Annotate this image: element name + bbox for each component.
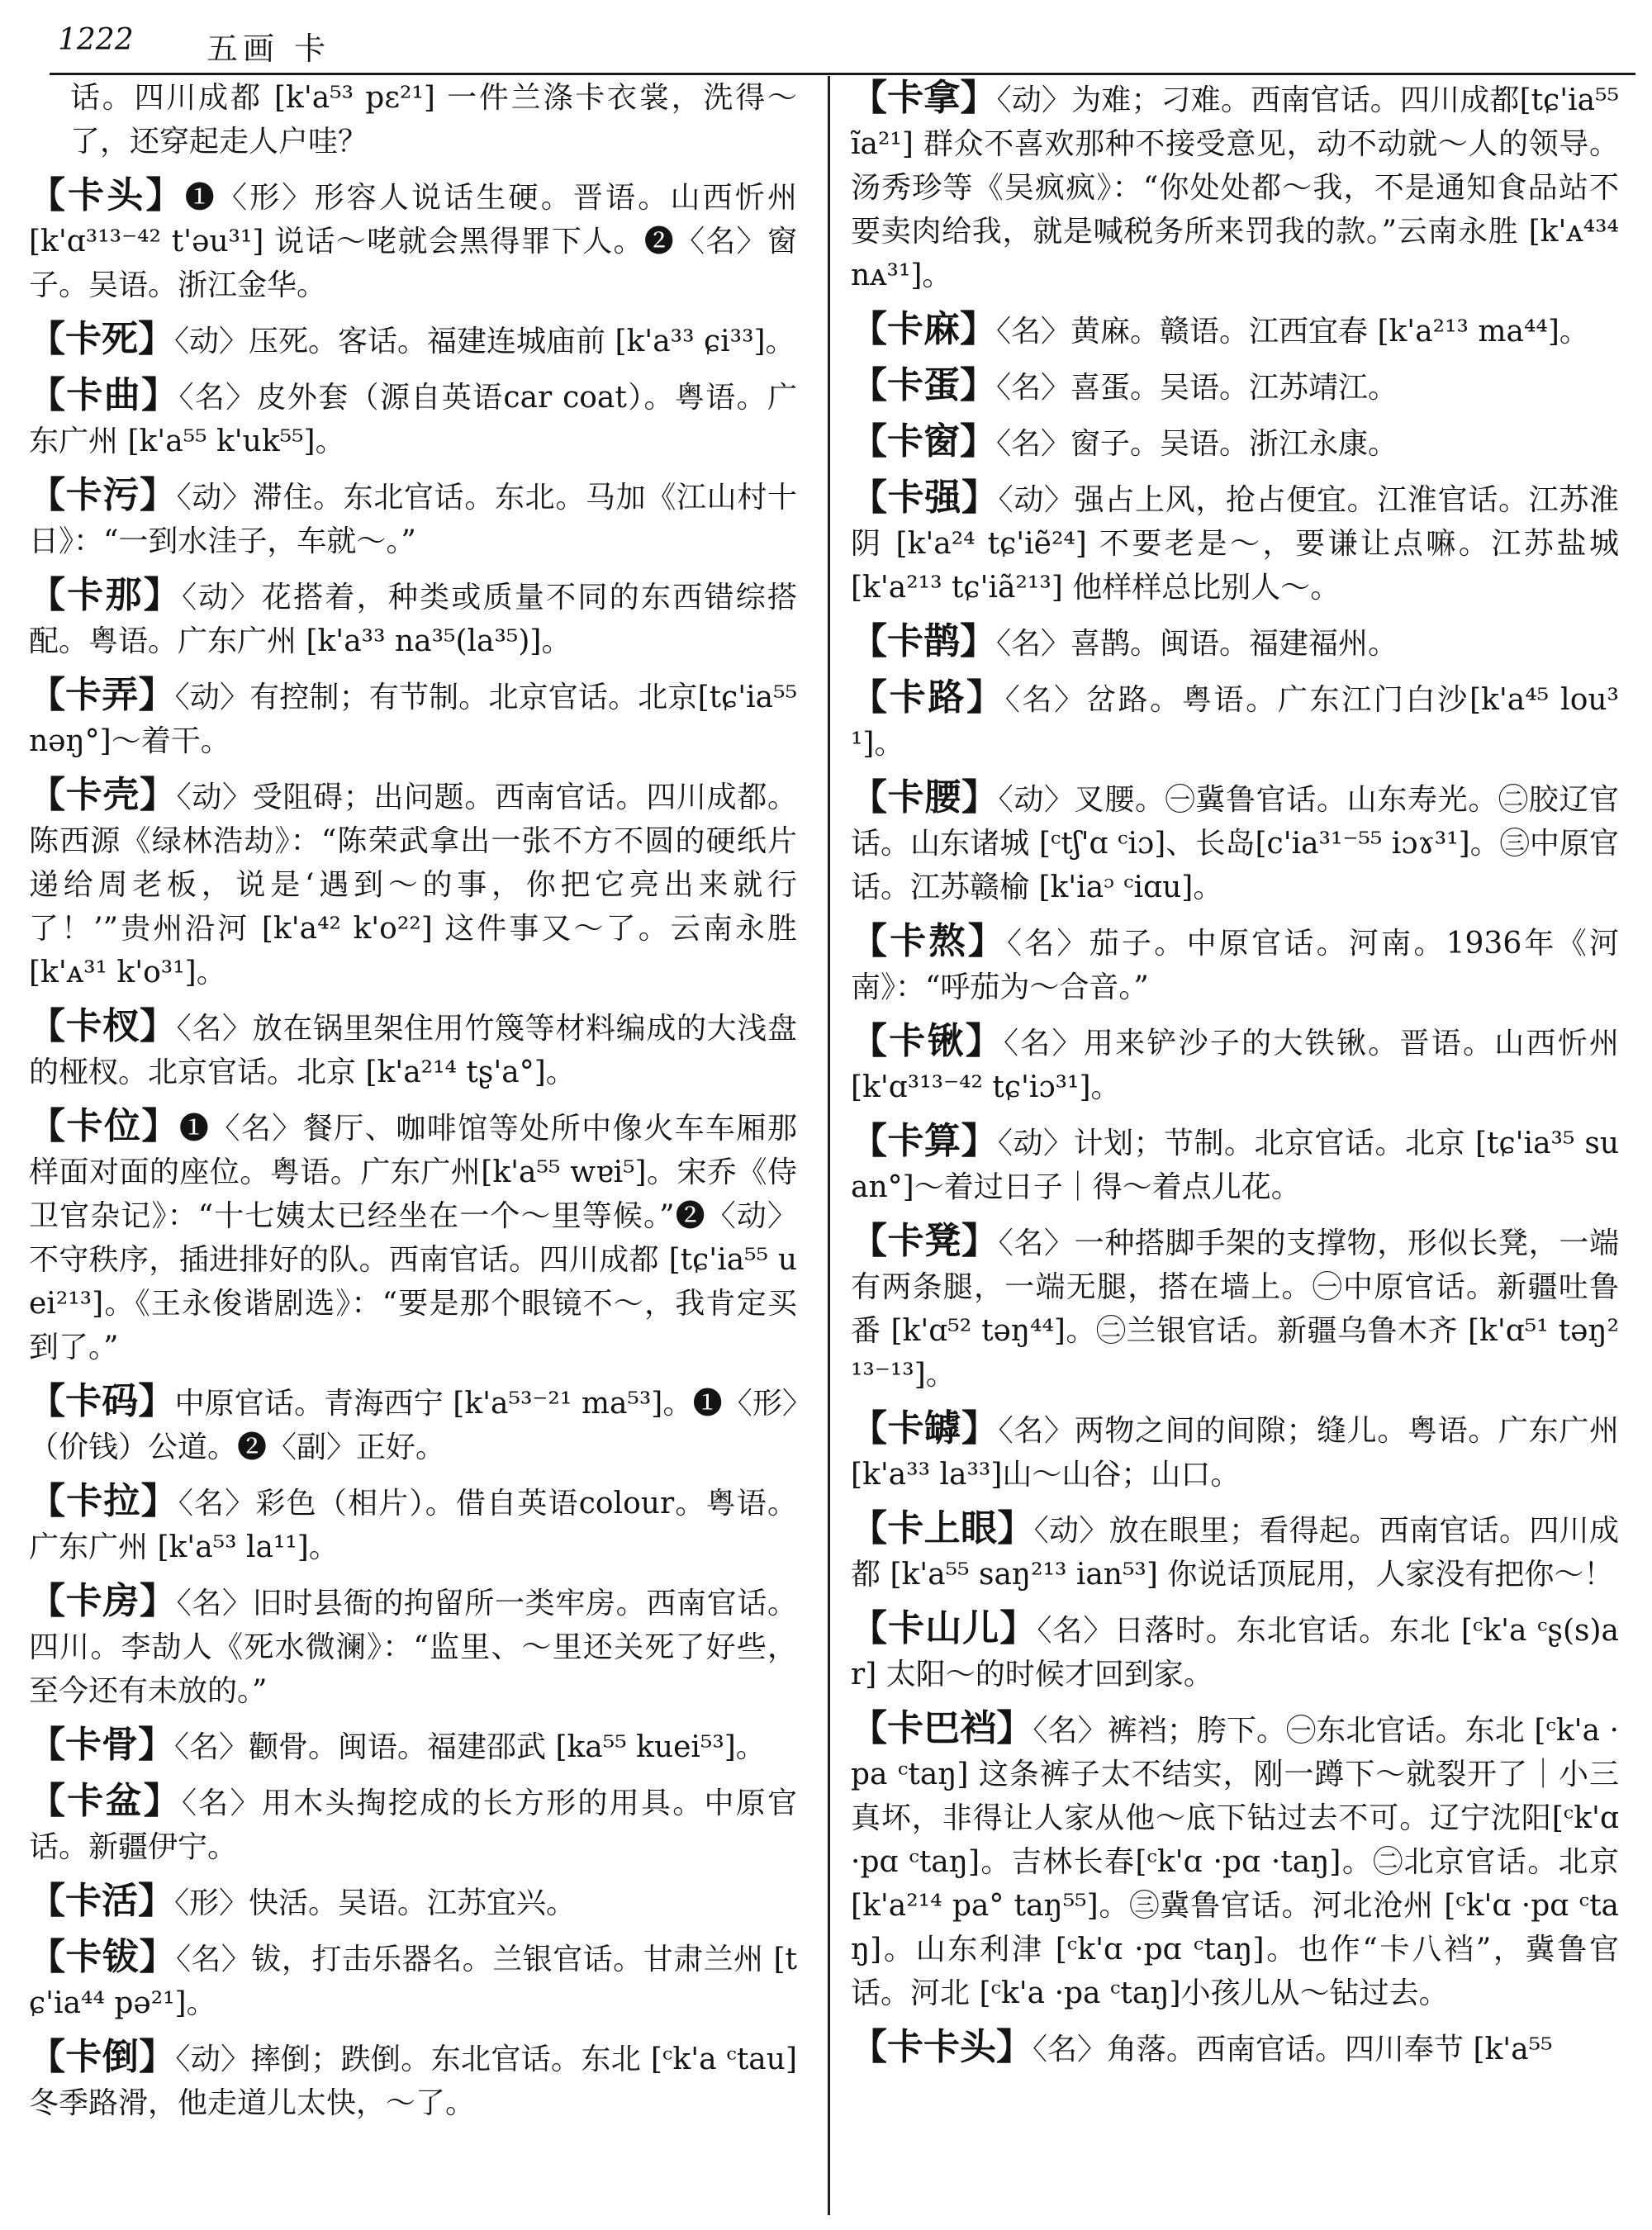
entry-headword: 【卡房】: [29, 1580, 177, 1622]
dictionary-entry: [29, 1379, 797, 1469]
entry-headword: 【卡盆】: [29, 1780, 183, 1822]
entry-headword: 【卡污】: [29, 474, 177, 516]
entry-definition: 〈名〉用来铲沙子的大铁锹。晋语。山西忻州 [k'ɑ³¹³⁻⁴² tɕ'iɔ³¹]。: [851, 1027, 1619, 1104]
dictionary-entry: [851, 919, 1619, 1009]
left-column: [29, 76, 797, 2215]
dictionary-entry: [851, 307, 1619, 353]
dictionary-entry: [851, 1506, 1619, 1597]
dictionary-entry: [29, 1479, 797, 1569]
entry-headword: 【卡罅】: [851, 1407, 999, 1450]
dictionary-entry: [851, 1019, 1619, 1109]
entry-headword: 【卡那】: [29, 574, 183, 616]
entry-definition: 〈名〉岔路。粤语。广东江门白沙[k'a⁴⁵ lou³¹]。: [851, 683, 1619, 761]
entry-definition: ❶〈名〉餐厅、咖啡馆等处所中像火车车厢那样面对面的座位。粤语。广东广州[k'a⁵⁵ wɐi⁵]。宋乔《侍卫官杂记》：“十七姨太已经坐在一个～里等候。”❷〈动〉不守秩序，插进排好的队。西南官话。四川成都 [tɕ'ia⁵⁵ uei²¹³]。《王永俊谐剧选》：“要是那个眼镜不～，我肯定买到了。”: [29, 1112, 797, 1364]
entry-definition: 〈形〉快活。吴语。江苏宜兴。: [174, 1886, 577, 1920]
entry-definition: 〈名〉用木头掏挖成的长方形的用具。中原官话。新疆伊宁。: [29, 1786, 797, 1864]
entry-definition: 〈名〉一种搭脚手架的支撑物，形似长凳，一端有两条腿，一端无腿，搭在墙上。㊀中原官话。新疆吐鲁番 [k'ɑ⁵² təŋ⁴⁴]。㊁兰银官话。新疆乌鲁木齐 [k'ɑ⁵¹ təŋ²¹³⁻¹³]。: [851, 1226, 1619, 1392]
dictionary-entry: [29, 1579, 797, 1713]
entry-definition: 〈动〉强占上风，抢占便宜。江淮官话。江苏淮阴 [k'a²⁴ tɕ'iẽ²⁴] 不要老是～，要谦让点嘛。江苏盐城 [k'a²¹³ tɕ'iã²¹³] 他样样总比别人～。: [851, 483, 1619, 605]
entry-definition: 〈名〉角落。西南官话。四川奉节 [k'a⁵⁵: [1032, 2033, 1553, 2066]
entry-definition: 〈动〉叉腰。㊀冀鲁官话。山东寿光。㊁胶辽官话。山东诸城 [ᶜtʃ'ɑ ᶜiɔ]、长岛[c'ia³¹⁻⁵⁵ iɔɤ³¹]。㊂中原官话。江苏赣榆 [k'iaᵓ ᶜiɑu]。: [851, 783, 1619, 904]
dictionary-entry: [29, 1879, 797, 1925]
entry-headword: 【卡活】: [29, 1880, 174, 1922]
right-column: [851, 76, 1619, 2215]
entry-definition: 中原官话。青海西宁 [k'a⁵³⁻²¹ ma⁵³]。❶〈形〉（价钱）公道。❷〈副〉正好。: [29, 1387, 797, 1464]
entry-headword: 【卡弄】: [29, 674, 175, 716]
dictionary-entry: [29, 173, 797, 307]
entry-definition: 〈动〉有控制；有节制。北京官话。北京[tɕ'ia⁵⁵ nəŋ°]～着干。: [29, 681, 797, 758]
dictionary-entry: [851, 1706, 1619, 2015]
dictionary-entry: [851, 1119, 1619, 1209]
entry-headword: 【卡鹊】: [851, 620, 996, 662]
dictionary-entry: [851, 2025, 1619, 2071]
entry-headword: 【卡位】: [29, 1105, 179, 1147]
entry-headword: 【卡强】: [851, 477, 999, 519]
entry-headword: 【卡麻】: [851, 308, 996, 350]
entry-definition: 〈名〉旧时县衙的拘留所一类牢房。西南官话。四川。李劼人《死水微澜》：“监里、～里还关死了好些，至今还有未放的。”: [29, 1587, 797, 1708]
entry-definition: 〈动〉摔倒；跌倒。东北官话。东北 [ᶜk'a ᶜtau] 冬季路滑，他走道儿太快，～了。: [29, 2043, 797, 2120]
entry-headword: 【卡上眼】: [851, 1507, 1034, 1549]
dictionary-entry: [29, 76, 797, 164]
entry-headword: 【卡倒】: [29, 2036, 176, 2078]
dictionary-entry: [29, 573, 797, 663]
dictionary-entry: [29, 673, 797, 763]
entry-definition: 〈名〉颧骨。闽语。福建邵武 [ka⁵⁵ kuei⁵³]。: [174, 1730, 766, 1764]
dictionary-entry: [29, 1779, 797, 1869]
entry-headword: 【卡窗】: [851, 420, 996, 463]
dictionary-entry: [851, 1219, 1619, 1397]
dictionary-entry: [851, 776, 1619, 909]
entry-headword: 【卡死】: [29, 318, 174, 360]
dictionary-entry: [851, 619, 1619, 666]
entry-headword: 【卡头】: [29, 174, 185, 216]
page-header: [50, 18, 1635, 75]
entry-definition: 〈名〉两物之间的间隙；缝儿。粤语。广东广州 [k'a³³ la³³]山～山谷；山口。: [851, 1414, 1619, 1492]
entry-definition: 〈名〉皮外套（源自英语car coat）。粤语。广东广州 [k'a⁵⁵ k'uk⁵⁵]。: [29, 381, 797, 458]
entry-headword: 【卡钹】: [29, 1936, 176, 1978]
entry-definition: 〈名〉放在锅里架住用竹篾等材料编成的大浅盘的桠杈。北京官话。北京 [k'a²¹⁴ tʂ'a°]。: [29, 1012, 797, 1089]
entry-definition: 〈动〉滞住。东北官话。东北。马加《江山村十日》：“一到水洼子，车就～。”: [29, 481, 797, 558]
dictionary-entry: [851, 363, 1619, 410]
dictionary-entry: [851, 1407, 1619, 1497]
entry-definition: 〈名〉喜鹊。闽语。福建福州。: [996, 627, 1398, 661]
entry-definition: 〈名〉裤裆；胯下。㊀东北官话。东北 [ᶜk'a ·pa ᶜtaŋ] 这条裤子太不结实，刚一蹲下～就裂开了｜小三真坏，非得让人家从他～底下钻过去不可。辽宁沈阳[ᶜk'ɑ ·pɑ ᶜtaŋ]。吉林长春[ᶜk'ɑ ·pɑ ·taŋ]。㊁北京官话。北京 [k'a²¹⁴ pa° taŋ⁵⁵]。㊂冀鲁官话。河北沧州 [ᶜk'ɑ ·pɑ ᶜtaŋ]。山东利津 [ᶜk'ɑ ·pɑ ᶜtaŋ]。也作“卡八裆”，冀鲁官话。河北 [ᶜk'a ·pa ᶜtaŋ]小孩儿从～钻过去。: [851, 1714, 1619, 2010]
entry-headword: 【卡骨】: [29, 1724, 174, 1766]
entry-definition: 〈名〉彩色（相片）。借自英语colour。粤语。广东广州 [k'a⁵³ la¹¹]。: [29, 1487, 797, 1564]
running-head: 五画 卡: [206, 31, 331, 67]
entry-definition: 〈名〉喜蛋。吴语。江苏靖江。: [996, 371, 1398, 405]
entry-definition: 〈动〉放在眼里；看得起。西南官话。四川成都 [k'a⁵⁵ saŋ²¹³ ian⁵³] 你说话顶屁用，人家没有把你～！: [851, 1514, 1619, 1592]
entry-definition: 〈动〉计划；节制。北京官话。北京 [tɕ'ia³⁵ suan°]～着过日子｜得～着点儿花。: [851, 1127, 1619, 1204]
entry-definition: 〈名〉茄子。中原官话。河南。1936年《河南》：“呼茄为～合音。”: [851, 927, 1619, 1004]
dictionary-entry: [851, 676, 1619, 766]
entry-definition: 话。四川成都 [k'a⁵³ pɛ²¹] 一件兰涤卡衣裳，洗得～了，还穿起走人户哇？: [70, 81, 797, 159]
dictionary-entry: [29, 1723, 797, 1769]
entry-headword: 【卡腰】: [851, 776, 999, 818]
dictionary-entry: [29, 773, 797, 994]
entry-definition: ❶〈形〉形容人说话生硬。晋语。山西忻州 [k'ɑ³¹³⁻⁴² t'əu³¹] 说话～咾就会黑得罪下人。❷〈名〉窗子。吴语。浙江金华。: [29, 181, 797, 302]
entry-definition: 〈名〉日落时。东北官话。东北 [ᶜk'a ᶜʂ(s)ar] 太阳～的时候才回到家。: [851, 1614, 1619, 1691]
entry-headword: 【卡曲】: [29, 374, 179, 416]
dictionary-entry: [29, 1935, 797, 2025]
dictionary-entry: [851, 1606, 1619, 1696]
entry-definition: 〈动〉压死。客话。福建连城庙前 [k'a³³ ɕi³³]。: [174, 325, 795, 358]
dictionary-entry: [851, 76, 1619, 297]
entry-definition: 〈动〉花搭着，种类或质量不同的东西错综搭配。粤语。广东广州 [k'a³³ na³⁵(la³⁵)]。: [29, 581, 797, 658]
dictionary-entry: [29, 373, 797, 463]
entry-headword: 【卡卡头】: [851, 2026, 1032, 2068]
dictionary-entry: [29, 473, 797, 563]
entry-definition: 〈名〉钹，打击乐器名。兰银官话。甘肃兰州 [tɕ'ia⁴⁴ pə²¹]。: [29, 1943, 797, 2020]
dictionary-entry: [29, 1104, 797, 1369]
dictionary-entry: [29, 317, 797, 363]
entry-headword: 【卡杈】: [29, 1005, 177, 1047]
entry-headword: 【卡蛋】: [851, 364, 996, 406]
entry-headword: 【卡熬】: [851, 920, 1008, 962]
page-number: 1222: [58, 23, 134, 57]
entry-headword: 【卡山儿】: [851, 1607, 1037, 1649]
entry-definition: 〈动〉受阻碍；出问题。西南官话。四川成都。陈西源《绿林浩劫》：“陈荣武拿出一张不方不圆的硬纸片递给周老板，说是‘遇到～的事，你把它亮出来就行了！’”贵州沿河 [k'a⁴² k'o²²] 这件事又～了。云南永胜 [k'ᴀ³¹ k'o³¹]。: [29, 780, 797, 989]
entry-headword: 【卡拿】: [851, 77, 997, 119]
entry-definition: 〈动〉为难；刁难。西南官话。四川成都[tɕ'ia⁵⁵ ĩa²¹] 群众不喜欢那种不接受意见，动不动就～人的领导。汤秀珍等《吴疯疯》：“你处处都～我，不是通知食品站不要卖肉给我，就是喊税务所来罚我的款。”云南永胜 [k'ᴀ⁴³⁴ nᴀ³¹]。: [851, 83, 1619, 292]
entry-headword: 【卡算】: [851, 1120, 999, 1162]
entry-headword: 【卡拉】: [29, 1480, 178, 1522]
entry-definition: 〈名〉黄麻。赣语。江西宜春 [k'a²¹³ ma⁴⁴]。: [996, 315, 1589, 349]
entry-headword: 【卡凳】: [851, 1220, 999, 1262]
dictionary-entry: [851, 420, 1619, 466]
entry-headword: 【卡壳】: [29, 774, 177, 816]
dictionary-entry: [851, 476, 1619, 610]
entry-headword: 【卡路】: [851, 676, 1005, 719]
dictionary-entry: [29, 2035, 797, 2125]
entry-definition: 〈名〉窗子。吴语。浙江永康。: [996, 427, 1398, 461]
entry-headword: 【卡巴裆】: [851, 1707, 1033, 1749]
entry-headword: 【卡码】: [29, 1380, 175, 1422]
entry-headword: 【卡锹】: [851, 1020, 1004, 1062]
column-divider: [828, 76, 830, 2215]
dictionary-entry: [29, 1004, 797, 1094]
